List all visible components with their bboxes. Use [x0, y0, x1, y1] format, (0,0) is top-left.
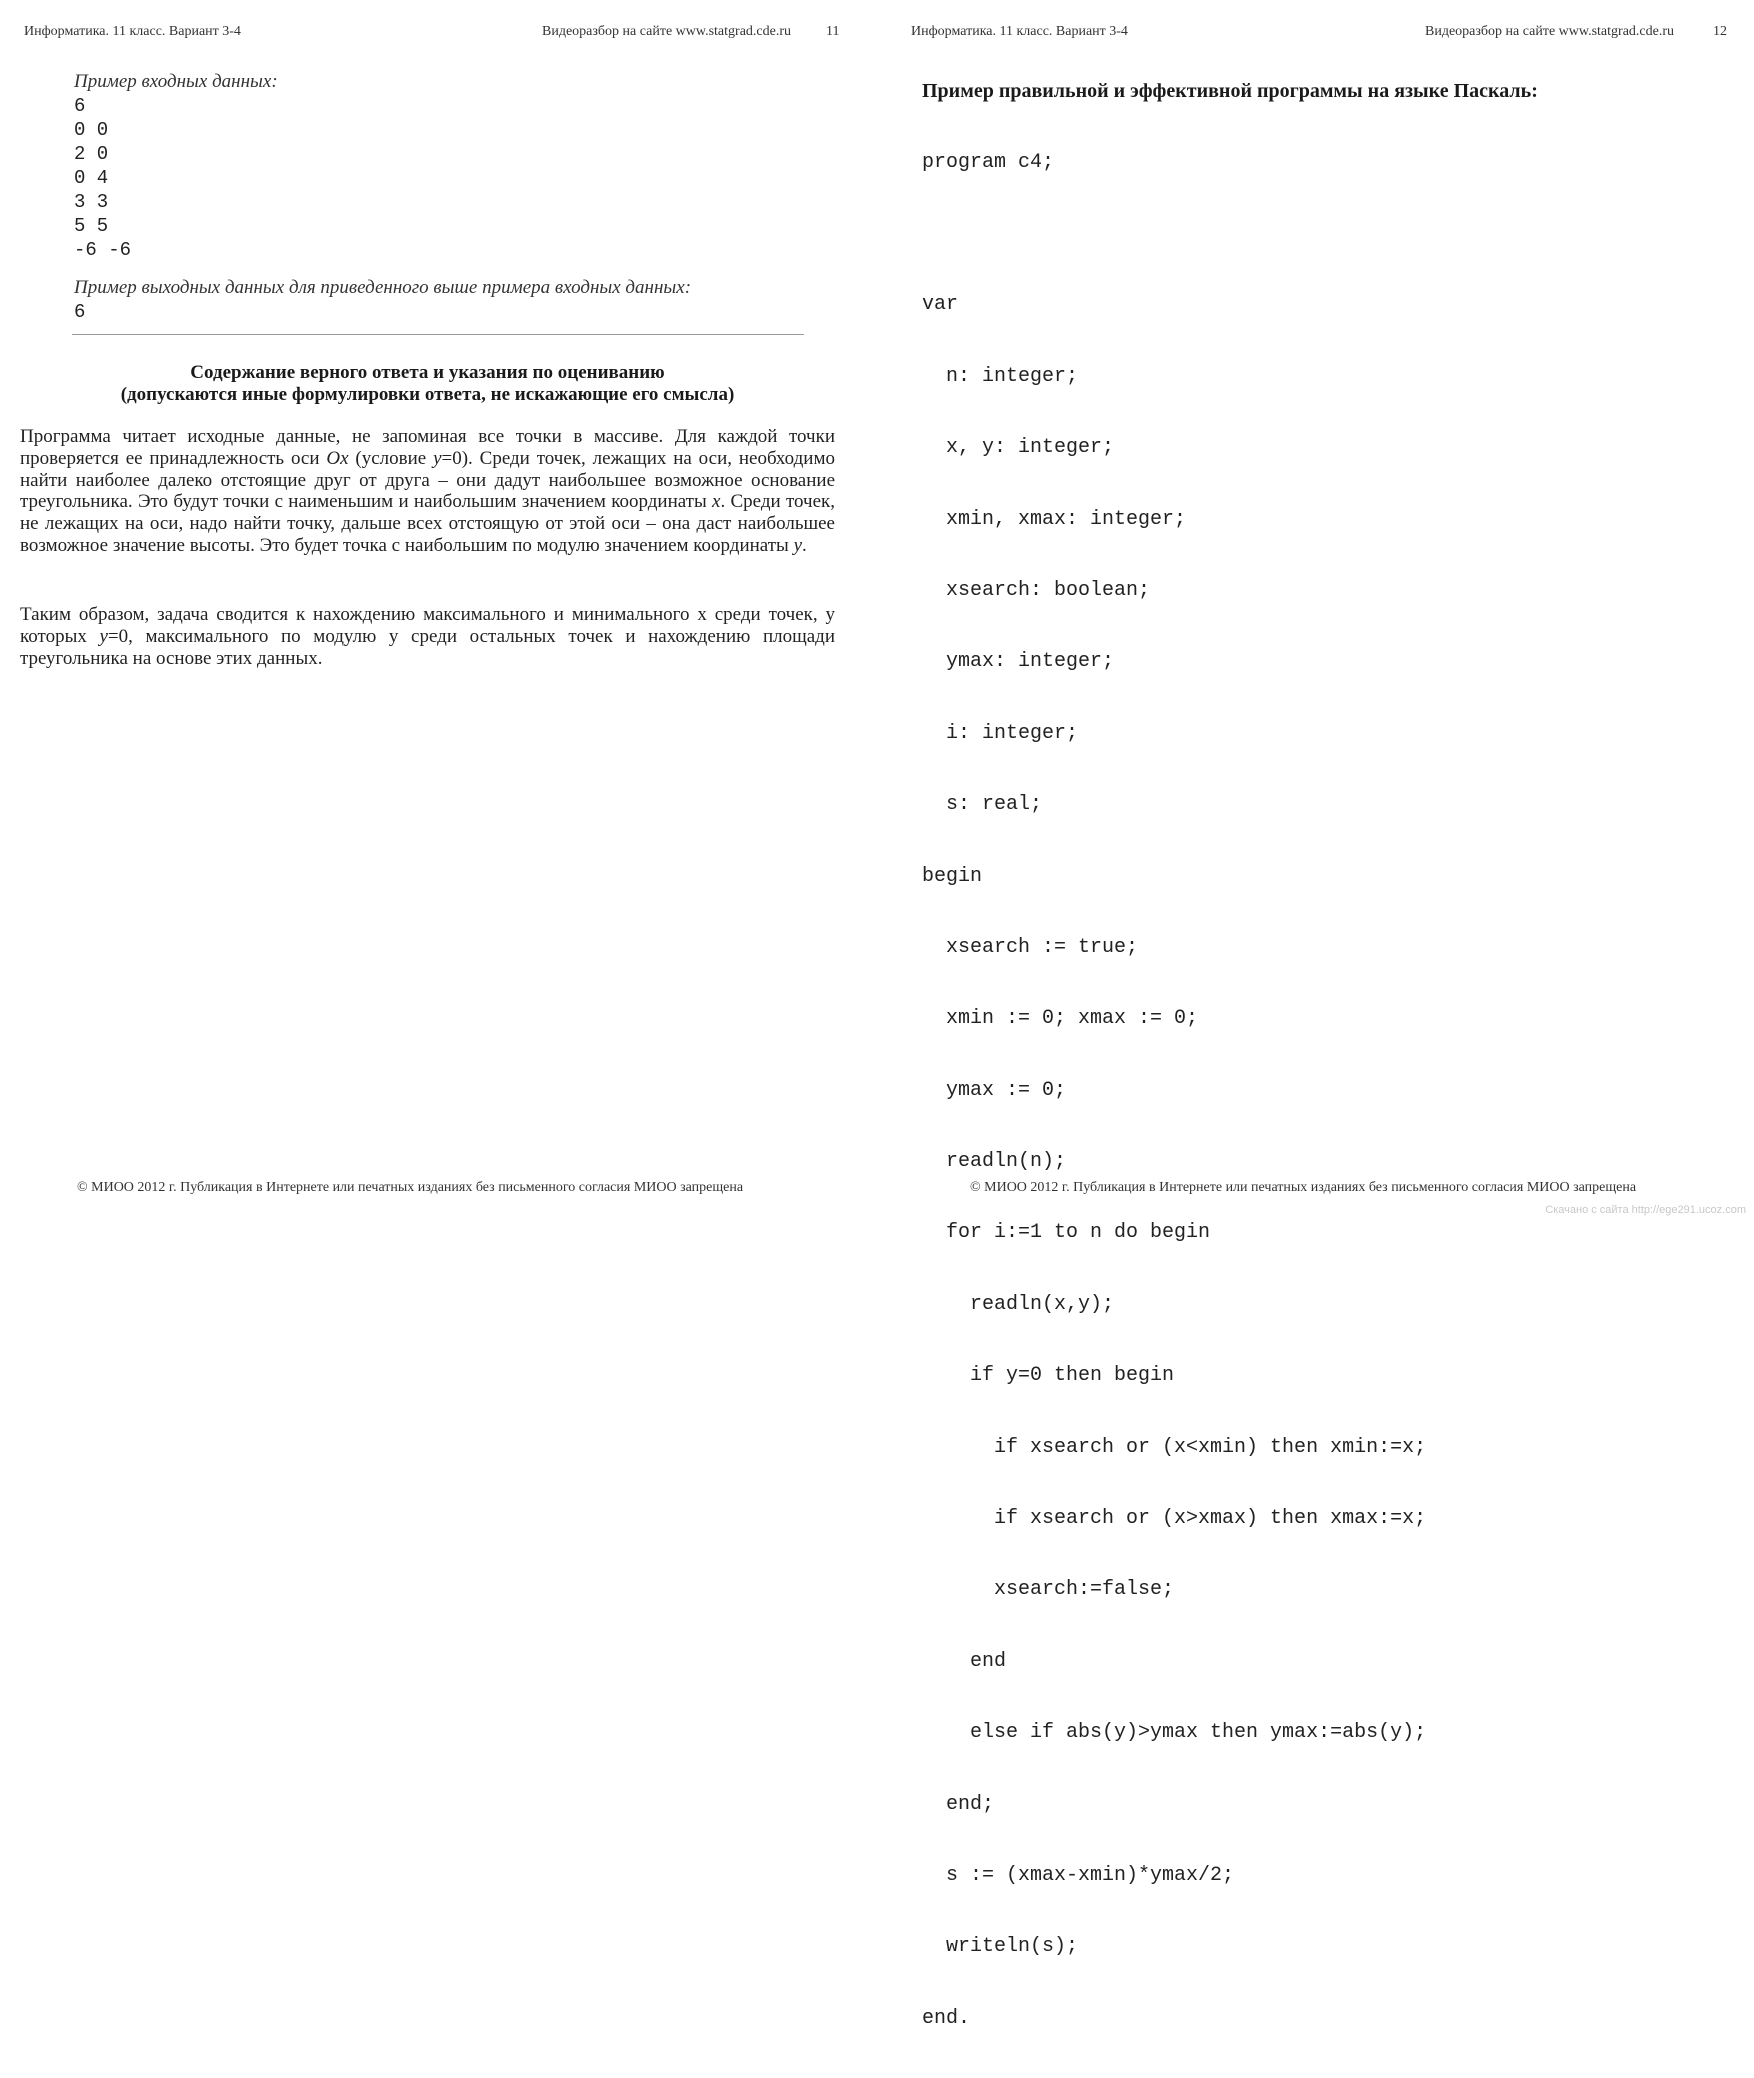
- para1-text-1: Программа читает исходные данные, не запоминая все точки в массиве. Для каждой точки проверяется ее принадлежность оси: [20, 426, 835, 469]
- code-line: xmin := 0; xmax := 0;: [922, 1007, 1199, 1031]
- para2-text-1: Таким образом, задача сводится к нахождению максимального и минимального x среди точек, у которых: [20, 604, 835, 647]
- input-line: -6 -6: [74, 239, 132, 261]
- code-line: else if abs(y)>ymax then ymax:=abs(y);: [922, 1721, 1427, 1745]
- answer-heading-line2: (допускаются иные формулировки ответа, не искажающие его смысла): [120, 384, 735, 405]
- code-line: n: integer;: [922, 364, 1079, 388]
- code-line: end.: [922, 2006, 971, 2030]
- para1-text-5: .: [802, 534, 807, 556]
- code-line: readln(x,y);: [922, 1292, 1115, 1316]
- code-line: [922, 222, 1426, 246]
- code-line: program c4;: [922, 150, 1055, 174]
- para1-y-var: y: [793, 534, 803, 556]
- code-line: ymax := 0;: [922, 1078, 1067, 1102]
- left-page: [0, 0, 877, 1239]
- code-line: if xsearch or (x>xmax) then xmax:=x;: [922, 1507, 1427, 1531]
- pascal-code: [922, 103, 1426, 2078]
- code-line: readln(n);: [922, 1150, 1067, 1174]
- right-header-title: Информатика. 11 класс. Вариант 3-4: [911, 24, 1128, 39]
- right-page: [877, 0, 1754, 2030]
- code-line: i: integer;: [922, 721, 1079, 745]
- sample-block: [74, 70, 804, 324]
- right-footer-copyright: © МИОО 2012 г. Публикация в Интернете или печатных изданиях без письменного согласия МИОО запрещена: [970, 1180, 1637, 1195]
- para1-x-var: x: [712, 491, 721, 513]
- explanation-paragraph-1: [20, 426, 835, 557]
- input-line: 0 0: [74, 119, 109, 141]
- code-line: writeln(s);: [922, 1935, 1079, 1959]
- code-line: ymax: integer;: [922, 650, 1115, 674]
- input-line: 5 5: [74, 215, 109, 237]
- right-header-site: Видеоразбор на сайте www.statgrad.cde.ru: [1425, 24, 1674, 39]
- code-line: s: real;: [922, 793, 1043, 817]
- para2-text-2: =0, максимального по модулю y среди остальных точек и нахождению площади треугольника на основе этих данных.: [20, 625, 835, 669]
- divider-line: [72, 334, 804, 335]
- para2-y-var: y: [99, 625, 108, 647]
- input-line: 6: [74, 95, 86, 117]
- para1-text-4: . Среди точек, не лежащих на оси, надо найти точку, дальше всех отстоящую от этой оси – она даст наибольшее возможное значение высоты. Это будет точка с наибольшим по модулю значением координаты: [20, 491, 835, 556]
- left-page-number: 11: [826, 24, 840, 39]
- code-line: end: [922, 1649, 1007, 1673]
- code-line: xsearch:=false;: [922, 1578, 1175, 1602]
- input-line: 0 4: [74, 167, 109, 189]
- left-header-site: Видеоразбор на сайте www.statgrad.cde.ru: [542, 24, 791, 39]
- code-title: Пример правильной и эффективной программы на языке Паскаль:: [922, 80, 1538, 102]
- input-line: 3 3: [74, 191, 109, 213]
- input-label: Пример входных данных:: [74, 71, 278, 92]
- para1-cond-var: y: [433, 447, 442, 469]
- code-line: xmin, xmax: integer;: [922, 507, 1187, 531]
- right-page-number: 12: [1713, 24, 1727, 39]
- code-line: xsearch: boolean;: [922, 578, 1151, 602]
- code-line: if xsearch or (x<xmin) then xmin:=x;: [922, 1435, 1427, 1459]
- code-line: begin: [922, 864, 983, 888]
- code-line: for i:=1 to n do begin: [922, 1221, 1211, 1245]
- code-line: x, y: integer;: [922, 436, 1115, 460]
- code-line: if y=0 then begin: [922, 1364, 1175, 1388]
- output-value: 6: [74, 301, 86, 323]
- code-line: s := (xmax-xmin)*ymax/2;: [922, 1863, 1235, 1887]
- answer-heading: [20, 362, 835, 406]
- left-header-title: Информатика. 11 класс. Вариант 3-4: [24, 24, 241, 39]
- input-line: 2 0: [74, 143, 109, 165]
- para1-text-2: (условие: [348, 447, 434, 469]
- output-label: Пример выходных данных для приведенного выше примера входных данных:: [74, 277, 692, 298]
- code-line: xsearch := true;: [922, 935, 1139, 959]
- para1-text-3: =0). Среди точек, лежащих на оси, необходимо найти наиболее далеко отстоящие друг от друга – они дадут наибольшее возможное основание треугольника. Это будут точки с наименьшим и наибольшим значением координаты: [20, 447, 835, 513]
- code-line: end;: [922, 1792, 995, 1816]
- scan-source-note: Скачано с сайта http://ege291.ucoz.com: [1545, 1204, 1746, 1216]
- answer-heading-line1: Содержание верного ответа и указания по оцениванию: [190, 362, 665, 383]
- explanation-paragraph-2: [20, 604, 835, 669]
- input-lines: [74, 94, 804, 262]
- code-line: var: [922, 293, 959, 317]
- para1-axis: Ox: [326, 447, 349, 469]
- left-footer-copyright: © МИОО 2012 г. Публикация в Интернете или печатных изданиях без письменного согласия МИОО запрещена: [77, 1180, 744, 1195]
